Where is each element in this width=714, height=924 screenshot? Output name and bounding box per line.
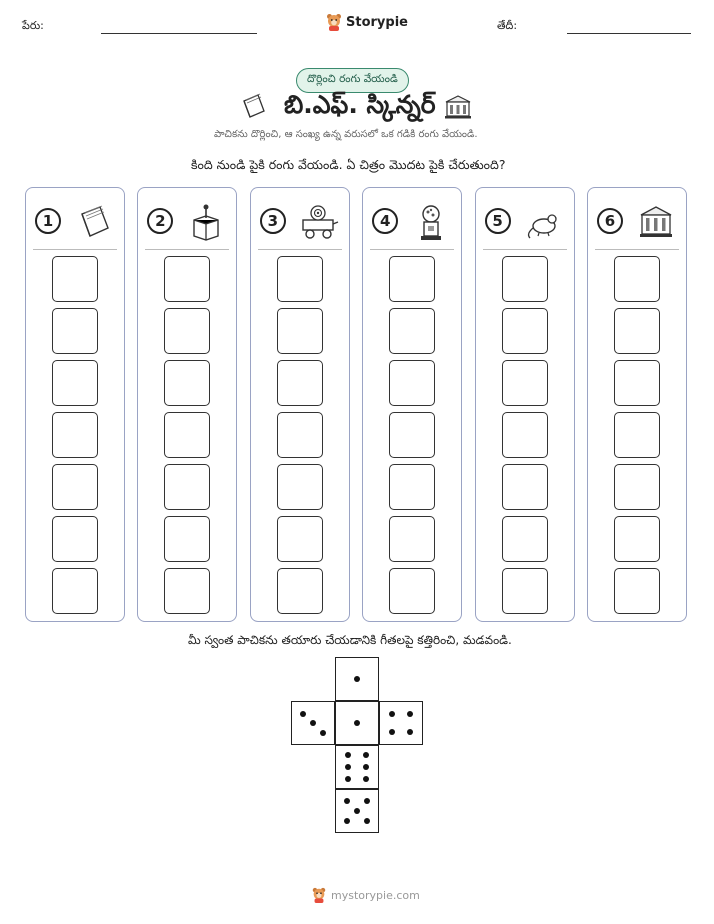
dice-pip bbox=[344, 818, 350, 824]
building-icon bbox=[443, 94, 473, 120]
color-box[interactable] bbox=[389, 360, 435, 406]
column-header bbox=[251, 198, 349, 246]
column-number: 2 bbox=[147, 208, 173, 234]
dice-face bbox=[379, 701, 423, 745]
book-icon bbox=[74, 202, 114, 242]
building-icon bbox=[636, 202, 676, 242]
color-box[interactable] bbox=[164, 256, 210, 302]
color-box[interactable] bbox=[389, 308, 435, 354]
column-divider bbox=[258, 249, 342, 250]
dice-pip bbox=[354, 720, 360, 726]
dice-pip bbox=[363, 776, 369, 782]
dice-pip bbox=[345, 776, 351, 782]
color-box[interactable] bbox=[277, 516, 323, 562]
column-header bbox=[588, 198, 686, 246]
color-box[interactable] bbox=[389, 464, 435, 510]
color-box[interactable] bbox=[164, 412, 210, 458]
dice-pip bbox=[300, 711, 306, 717]
dice-pip bbox=[407, 711, 413, 717]
cutout-instruction: మీ స్వంత పాచికను తయారు చేయడానికి గీతలపై కత్తిరించి, మడవండి. bbox=[188, 633, 512, 647]
footer bbox=[311, 887, 420, 903]
color-box[interactable] bbox=[614, 464, 660, 510]
color-box[interactable] bbox=[164, 568, 210, 614]
column-number: 4 bbox=[372, 208, 398, 234]
column-divider bbox=[145, 249, 229, 250]
dice-pip bbox=[320, 730, 326, 736]
color-box[interactable] bbox=[277, 464, 323, 510]
dice-pip bbox=[407, 729, 413, 735]
dice-pip bbox=[344, 798, 350, 804]
page-title: బి.ఎఫ్. స్కిన్నర్ bbox=[284, 90, 436, 119]
column-number: 3 bbox=[260, 208, 286, 234]
name-label: పేరు: bbox=[22, 19, 44, 32]
dice-face bbox=[335, 657, 379, 701]
dice-pip bbox=[354, 676, 360, 682]
color-box[interactable] bbox=[502, 464, 548, 510]
dice-face bbox=[335, 745, 379, 789]
race-column bbox=[137, 187, 237, 622]
color-box[interactable] bbox=[614, 308, 660, 354]
date-label: తేదీ: bbox=[497, 19, 518, 32]
color-box[interactable] bbox=[52, 464, 98, 510]
wagon-target-icon bbox=[299, 202, 339, 242]
column-divider bbox=[370, 249, 454, 250]
race-column bbox=[475, 187, 575, 622]
date-line[interactable] bbox=[567, 33, 691, 34]
color-box[interactable] bbox=[52, 568, 98, 614]
column-number: 1 bbox=[35, 208, 61, 234]
color-box[interactable] bbox=[389, 568, 435, 614]
column-divider bbox=[595, 249, 679, 250]
color-box[interactable] bbox=[277, 568, 323, 614]
activity-prompt: కింది నుండి పైకి రంగు వేయండి. ఏ చిత్రం మొదట పైకి చేరుతుంది? bbox=[191, 157, 506, 172]
color-box[interactable] bbox=[164, 516, 210, 562]
column-header bbox=[138, 198, 236, 246]
color-box[interactable] bbox=[52, 256, 98, 302]
color-box[interactable] bbox=[502, 256, 548, 302]
name-line[interactable] bbox=[101, 33, 257, 34]
column-header bbox=[363, 198, 461, 246]
color-box[interactable] bbox=[614, 256, 660, 302]
bear-logo-icon bbox=[311, 887, 327, 903]
race-column bbox=[25, 187, 125, 622]
footer-site[interactable]: mystorypie.com bbox=[331, 888, 420, 902]
dice-pip bbox=[310, 720, 316, 726]
column-number: 5 bbox=[485, 208, 511, 234]
column-divider bbox=[483, 249, 567, 250]
dice-pip bbox=[364, 798, 370, 804]
color-box[interactable] bbox=[502, 412, 548, 458]
bear-logo-icon bbox=[326, 13, 342, 31]
race-column bbox=[362, 187, 462, 622]
color-box[interactable] bbox=[614, 568, 660, 614]
activity-subtitle: పాచికను దొర్లించి, ఆ సంఖ్య ఉన్న వరుసలో ఒక గడికి రంగు వేయండి. bbox=[214, 129, 478, 140]
dice-face bbox=[335, 789, 379, 833]
brand-logo bbox=[326, 13, 408, 31]
dice-pip bbox=[389, 729, 395, 735]
color-box[interactable] bbox=[277, 360, 323, 406]
color-box[interactable] bbox=[389, 516, 435, 562]
race-column bbox=[587, 187, 687, 622]
race-column bbox=[250, 187, 350, 622]
dice-pip bbox=[345, 752, 351, 758]
color-box[interactable] bbox=[502, 360, 548, 406]
color-box[interactable] bbox=[52, 412, 98, 458]
dice-pip bbox=[389, 711, 395, 717]
color-box[interactable] bbox=[502, 308, 548, 354]
color-box[interactable] bbox=[277, 256, 323, 302]
mouse-icon bbox=[524, 202, 564, 242]
color-box[interactable] bbox=[389, 412, 435, 458]
color-box[interactable] bbox=[164, 464, 210, 510]
color-box[interactable] bbox=[52, 360, 98, 406]
column-header bbox=[476, 198, 574, 246]
activity-badge: దొర్లించి రంగు వేయండి bbox=[296, 68, 409, 93]
book-icon bbox=[238, 91, 268, 121]
dice-pip bbox=[345, 764, 351, 770]
dice-pip bbox=[363, 752, 369, 758]
color-box[interactable] bbox=[164, 360, 210, 406]
color-box[interactable] bbox=[614, 412, 660, 458]
color-box[interactable] bbox=[614, 360, 660, 406]
column-header bbox=[26, 198, 124, 246]
color-box[interactable] bbox=[614, 516, 660, 562]
lever-box-icon bbox=[186, 202, 226, 242]
dice-pip bbox=[364, 818, 370, 824]
color-box[interactable] bbox=[52, 516, 98, 562]
color-box[interactable] bbox=[502, 568, 548, 614]
color-box[interactable] bbox=[277, 412, 323, 458]
dice-face bbox=[291, 701, 335, 745]
column-number: 6 bbox=[597, 208, 623, 234]
color-box[interactable] bbox=[502, 516, 548, 562]
color-box[interactable] bbox=[164, 308, 210, 354]
color-box[interactable] bbox=[389, 256, 435, 302]
column-divider bbox=[33, 249, 117, 250]
color-box[interactable] bbox=[277, 308, 323, 354]
gumball-machine-icon bbox=[411, 202, 451, 242]
color-box[interactable] bbox=[52, 308, 98, 354]
dice-pip bbox=[354, 808, 360, 814]
brand-name: Storypie bbox=[346, 14, 408, 30]
dice-pip bbox=[363, 764, 369, 770]
dice-face bbox=[335, 701, 379, 745]
